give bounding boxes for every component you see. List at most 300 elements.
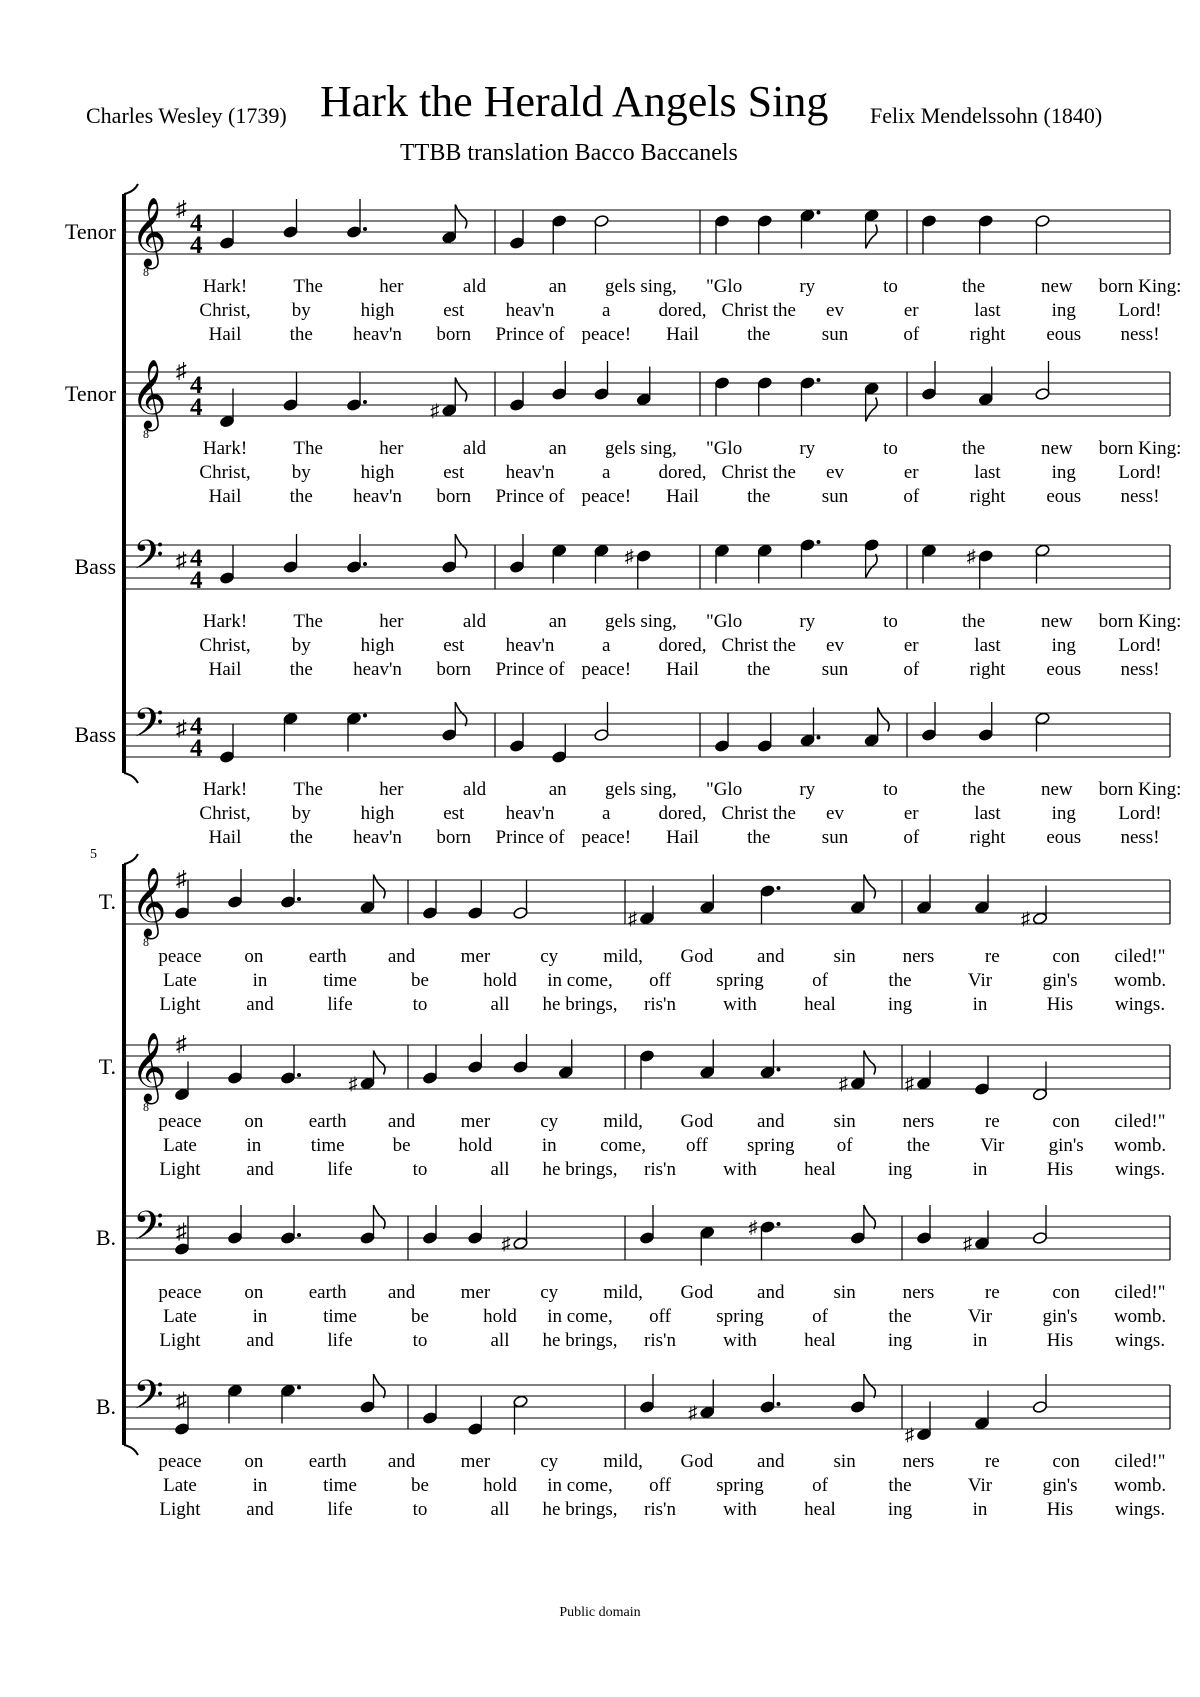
lyric-syllable: mer	[460, 1451, 491, 1472]
flag	[864, 1374, 876, 1398]
time-signature-top: 4	[190, 210, 203, 237]
staff-label: B.	[95, 1225, 116, 1250]
note	[639, 1049, 654, 1089]
lyric-syllable: an	[548, 438, 567, 459]
lyric-syllable: ald	[462, 779, 487, 800]
lyric-syllable: peace	[158, 1111, 202, 1132]
note	[757, 376, 772, 416]
lyric-syllable: ald	[462, 438, 487, 459]
lyric-syllable: high	[360, 803, 395, 824]
lyric-syllable: to	[883, 779, 898, 800]
lyric-syllable: the	[747, 324, 771, 345]
lyric-syllable: gels sing,	[605, 611, 677, 632]
note	[468, 1205, 483, 1245]
lyric-syllable: re	[984, 1451, 1000, 1472]
lyric-syllable: with	[723, 994, 757, 1015]
flag	[864, 1205, 876, 1229]
note	[905, 1402, 932, 1445]
lyric-syllable: peace	[158, 1451, 202, 1472]
lyric-syllable: Light	[159, 1330, 201, 1351]
lyric-syllable: the	[962, 438, 986, 459]
note	[227, 869, 242, 909]
lyric-syllable: he brings,	[542, 994, 618, 1015]
lyric-syllable: God	[680, 1282, 714, 1303]
lyric-syllable: dored,	[658, 462, 707, 483]
lyric-syllable: her	[379, 779, 404, 800]
lyric-syllable: eous	[1046, 659, 1082, 680]
lyric-syllable: an	[548, 276, 567, 297]
lyric-syllable: the	[289, 827, 313, 848]
sharp-icon: ♯	[176, 866, 187, 891]
lyric-syllable: Lord!	[1118, 462, 1162, 483]
lyric-syllable: all	[490, 1159, 510, 1180]
note	[349, 1051, 386, 1094]
lyric-syllable: Christ,	[199, 462, 251, 483]
lyric-syllable: born	[436, 659, 472, 680]
note	[1021, 886, 1048, 929]
sharp-icon: ♯	[966, 546, 976, 566]
lyric-syllable: of	[903, 827, 920, 848]
lyric-syllable: new	[1040, 779, 1073, 800]
note	[360, 1205, 385, 1245]
note	[509, 372, 524, 412]
lyric-syllable: ing	[887, 1159, 913, 1180]
lyric-syllable: heal	[804, 1499, 836, 1520]
lyric-syllable: con	[1052, 946, 1080, 967]
lyric-syllable: er	[903, 462, 919, 483]
time-signature-top: 4	[190, 713, 203, 740]
note	[978, 214, 993, 254]
flag	[455, 702, 467, 726]
lyric-syllable: and	[246, 1499, 274, 1520]
lyric-syllable: to	[412, 1499, 428, 1520]
sharp-icon: ♯	[1021, 908, 1030, 929]
note	[850, 1374, 875, 1414]
lyric-syllable: in come,	[547, 1306, 613, 1327]
lyric-syllable: peace!	[581, 827, 632, 848]
lyric-syllable: of	[812, 970, 828, 991]
sharp-icon: ♯	[905, 1424, 914, 1445]
lyric-syllable: in	[252, 1475, 268, 1496]
note	[714, 713, 729, 753]
lyric-syllable: earth	[308, 1451, 347, 1472]
lyric-syllable: ing	[887, 994, 913, 1015]
lyric-syllable: ciled!"	[1114, 1111, 1166, 1132]
lyric-syllable: mild,	[603, 946, 643, 967]
lyric-syllable: and	[387, 1282, 416, 1303]
lyric-syllable: ry	[799, 611, 816, 632]
lyric-syllable: sun	[821, 659, 849, 680]
lyric-syllable: time	[323, 970, 357, 991]
staff-label: B.	[95, 1394, 116, 1419]
lyric-syllable: wings.	[1114, 1499, 1166, 1520]
lyric-syllable: est	[443, 803, 465, 824]
time-signature-bottom: 4	[190, 232, 203, 259]
note	[963, 1211, 990, 1254]
lyric-syllable: the	[962, 276, 986, 297]
lyric-syllable: heav'n	[505, 635, 555, 656]
bass-clef-icon: 𝄢	[133, 534, 164, 587]
staff-label: Tenor	[65, 219, 116, 244]
lyric-syllable: wings.	[1114, 1330, 1166, 1351]
note	[594, 214, 609, 254]
lyric-syllable: earth	[308, 946, 347, 967]
lyric-syllable: the	[962, 611, 986, 632]
lyric-syllable: dored,	[658, 803, 707, 824]
bracket-top-hook	[124, 184, 138, 194]
lyric-syllable: spring	[716, 1306, 764, 1327]
dot	[363, 562, 367, 566]
lyric-syllable: life	[327, 1330, 353, 1351]
sharp-icon: ♯	[963, 1233, 972, 1254]
lyric-syllable: of	[903, 659, 920, 680]
flag	[374, 1205, 386, 1229]
lyric-syllable: gin's	[1042, 1306, 1078, 1327]
lyric-syllable: high	[360, 300, 395, 321]
lyric-syllable: last	[974, 462, 1001, 483]
flag	[864, 1051, 876, 1075]
lyric-syllable: ness!	[1120, 486, 1160, 507]
lyric-syllable: the	[289, 486, 313, 507]
staff-label: Bass	[74, 722, 116, 747]
lyric-syllable: ness!	[1120, 659, 1160, 680]
lyric-syllable: of	[836, 1135, 853, 1156]
lyric-syllable: wings.	[1114, 1159, 1166, 1180]
note	[905, 1051, 932, 1094]
lyric-syllable: with	[723, 1159, 757, 1180]
sharp-icon: ♯	[176, 547, 187, 573]
lyric-syllable: con	[1052, 1451, 1080, 1472]
lyric-syllable: life	[327, 1159, 353, 1180]
lyric-syllable: and	[757, 946, 785, 967]
lyric-syllable: heav'n	[353, 827, 402, 848]
lyric-syllable: Christ,	[199, 300, 251, 321]
dot	[297, 1233, 301, 1237]
lyric-syllable: Christ the	[721, 300, 796, 321]
lyric-syllable: sun	[821, 486, 849, 507]
lyric-syllable: ry	[799, 438, 816, 459]
lyric-syllable: heal	[804, 1330, 836, 1351]
lyric-syllable: spring	[716, 970, 764, 991]
lyric-syllable: ciled!"	[1114, 1451, 1166, 1472]
lyric-syllable: con	[1052, 1282, 1080, 1303]
lyric-syllable: a	[602, 462, 611, 483]
lyric-syllable: to	[883, 611, 898, 632]
lyric-syllable: peace	[158, 946, 202, 967]
note	[552, 724, 567, 764]
lyric-syllable: right	[969, 486, 1006, 507]
lyric-syllable: ness!	[1120, 324, 1160, 345]
lyric-syllable: right	[969, 659, 1006, 680]
lyric-syllable: hold	[483, 970, 517, 991]
lyric-syllable: born King:	[1098, 438, 1182, 459]
note	[978, 702, 993, 742]
lyric-syllable: heav'n	[505, 462, 555, 483]
measure-number: 5	[90, 847, 97, 862]
lyric-syllable: con	[1052, 1111, 1080, 1132]
lyric-syllable: womb.	[1113, 1135, 1167, 1156]
note	[757, 214, 772, 254]
lyric-syllable: by	[291, 803, 311, 824]
lyric-syllable: ris'n	[644, 994, 676, 1015]
lyric-syllable: all	[490, 994, 510, 1015]
lyric-syllable: Vir	[967, 1475, 993, 1496]
lyric-syllable: womb.	[1113, 1475, 1167, 1496]
time-signature-top: 4	[190, 372, 203, 399]
lyric-syllable: "Glo	[705, 438, 743, 459]
lyric-syllable: "Glo	[705, 779, 743, 800]
lyric-syllable: of	[903, 486, 920, 507]
page-title: Hark the Herald Angels Sing	[320, 77, 829, 126]
lyric-syllable: cy	[540, 1451, 559, 1472]
lyric-syllable: The	[293, 276, 323, 297]
note	[714, 214, 729, 254]
lyric-syllable: sin	[833, 1451, 856, 1472]
note	[442, 702, 467, 742]
lyric-syllable: the	[888, 1306, 912, 1327]
sharp-icon: ♯	[430, 400, 440, 421]
note	[280, 869, 301, 909]
lyric-syllable: re	[984, 1282, 1000, 1303]
lyric-syllable: hold	[483, 1306, 517, 1327]
note	[594, 702, 609, 742]
lyric-syllable: Hail	[208, 324, 242, 345]
note	[1032, 1205, 1047, 1245]
note	[468, 880, 483, 920]
lyric-syllable: the	[888, 1475, 912, 1496]
note	[921, 214, 936, 254]
note	[688, 1380, 715, 1423]
flag	[864, 875, 876, 899]
lyric-syllable: in	[972, 1330, 988, 1351]
lyric-syllable: to	[412, 1159, 428, 1180]
lyric-syllable: cy	[540, 1282, 559, 1303]
lyric-syllable: Hark!	[202, 779, 248, 800]
note	[509, 210, 524, 250]
flag	[455, 205, 467, 229]
lyric-syllable: the	[747, 827, 771, 848]
note	[714, 376, 729, 416]
sharp-icon: ♯	[501, 1233, 511, 1254]
flag	[455, 378, 467, 402]
lyric-syllable: of	[903, 324, 920, 345]
lyric-syllable: the	[289, 324, 313, 345]
lyric-syllable: His	[1046, 1159, 1074, 1180]
bass-clef-icon: 𝄢	[133, 1205, 164, 1258]
lyric-syllable: ald	[462, 276, 487, 297]
lyric-syllable: gin's	[1048, 1135, 1084, 1156]
note	[760, 884, 781, 924]
lyric-syllable: Hail	[666, 486, 699, 507]
lyric-syllable: be	[411, 1306, 429, 1327]
lyric-syllable: Hail	[666, 827, 699, 848]
lyric-syllable: mer	[460, 1282, 491, 1303]
lyric-syllable: est	[443, 300, 465, 321]
lyric-syllable: mer	[460, 1111, 491, 1132]
lyric-syllable: in	[252, 970, 268, 991]
lyric-syllable: Lord!	[1118, 300, 1162, 321]
lyric-syllable: The	[293, 779, 323, 800]
sharp-icon: ♯	[176, 715, 187, 741]
lyric-syllable: earth	[308, 1111, 347, 1132]
bass-clef-icon: 𝄢	[133, 1374, 164, 1427]
lyric-syllable: peace!	[581, 324, 632, 345]
lyric-syllable: and	[246, 1330, 274, 1351]
lyric-syllable: and	[757, 1282, 785, 1303]
note	[346, 199, 367, 239]
lyric-syllable: to	[412, 1330, 428, 1351]
dot	[363, 714, 367, 718]
lyric-syllable: Light	[159, 1159, 201, 1180]
lyric-syllable: Hail	[208, 827, 242, 848]
lyric-syllable: sin	[833, 1282, 856, 1303]
note	[219, 210, 234, 250]
lyric-syllable: in come,	[547, 1475, 613, 1496]
note	[594, 361, 609, 401]
lyric-syllable: on	[244, 1282, 264, 1303]
lyric-syllable: a	[602, 635, 611, 656]
lyric-syllable: the	[962, 779, 986, 800]
lyric-syllable: and	[246, 994, 274, 1015]
note	[1035, 214, 1050, 254]
note	[921, 702, 936, 742]
lyric-syllable: high	[360, 635, 395, 656]
lyric-syllable: hold	[458, 1135, 493, 1156]
lyric-syllable: Christ the	[721, 462, 796, 483]
lyric-syllable: life	[327, 994, 353, 1015]
lyric-syllable: "Glo	[705, 276, 743, 297]
lyric-syllable: sun	[821, 827, 849, 848]
lyric-syllable: mild,	[603, 1451, 643, 1472]
lyric-syllable: heal	[804, 994, 836, 1015]
lyric-syllable: spring	[747, 1135, 795, 1156]
note	[513, 1034, 528, 1074]
note	[509, 534, 524, 574]
page-subtitle: TTBB translation Bacco Baccanels	[400, 140, 738, 166]
lyric-syllable: ing	[1051, 462, 1076, 483]
note	[850, 1205, 875, 1245]
lyric-syllable: Hail	[666, 659, 699, 680]
lyric-syllable: ris'n	[644, 1159, 676, 1180]
lyric-syllable: earth	[308, 1282, 347, 1303]
lyric-syllable: gin's	[1042, 1475, 1078, 1496]
note	[839, 1051, 876, 1094]
note	[552, 361, 567, 401]
lyric-syllable: sin	[833, 946, 856, 967]
time-signature-top: 4	[190, 545, 203, 572]
flag	[374, 875, 386, 899]
lyric-syllable: Late	[163, 970, 197, 991]
lyricist-credit: Charles Wesley (1739)	[86, 103, 287, 128]
lyric-syllable: eous	[1046, 324, 1082, 345]
lyric-syllable: last	[974, 803, 1001, 824]
staff-label: Tenor	[65, 381, 116, 406]
lyric-syllable: eous	[1046, 827, 1082, 848]
lyric-syllable: Lord!	[1118, 803, 1162, 824]
lyric-syllable: eous	[1046, 486, 1082, 507]
lyric-syllable: cy	[540, 946, 559, 967]
lyric-syllable: gels sing,	[605, 779, 677, 800]
lyric-syllable: the	[747, 486, 771, 507]
lyric-syllable: Hark!	[202, 438, 248, 459]
lyric-syllable: Prince of	[495, 827, 565, 848]
lyric-syllable: The	[293, 611, 323, 632]
note	[227, 1045, 242, 1085]
lyric-syllable: to	[412, 994, 428, 1015]
sharp-icon: ♯	[176, 358, 187, 383]
lyric-syllable: ners	[902, 1451, 935, 1472]
lyric-syllable: be	[411, 970, 429, 991]
lyric-syllable: "Glo	[705, 611, 743, 632]
lyric-syllable: heal	[804, 1159, 836, 1180]
lyric-syllable: right	[969, 324, 1006, 345]
lyric-syllable: born King:	[1098, 779, 1182, 800]
lyric-syllable: and	[757, 1451, 785, 1472]
note	[283, 534, 298, 574]
lyric-syllable: new	[1040, 276, 1073, 297]
sharp-icon: ♯	[348, 1073, 358, 1094]
lyric-syllable: ness!	[1120, 827, 1160, 848]
lyric-syllable: Prince of	[495, 324, 565, 345]
note	[468, 1396, 483, 1436]
note	[513, 880, 528, 920]
lyric-syllable: sun	[821, 324, 849, 345]
flag	[374, 1374, 386, 1398]
note	[422, 880, 437, 920]
lyric-syllable: Lord!	[1118, 635, 1162, 656]
note	[628, 886, 655, 929]
lyric-syllable: womb.	[1113, 1306, 1167, 1327]
note	[916, 1205, 931, 1245]
flag	[455, 534, 467, 558]
lyric-syllable: right	[969, 827, 1006, 848]
note	[800, 538, 821, 578]
lyric-syllable: in	[246, 1135, 262, 1156]
lyric-syllable: off	[686, 1135, 708, 1156]
lyric-syllable: hold	[483, 1475, 517, 1496]
lyric-syllable: all	[490, 1330, 510, 1351]
dot	[817, 211, 821, 215]
time-signature-bottom: 4	[190, 735, 203, 762]
lyric-syllable: heav'n	[353, 324, 402, 345]
octave-8-mark: 8	[143, 935, 149, 949]
lyric-syllable: ing	[887, 1499, 913, 1520]
lyric-syllable: Hail	[208, 486, 242, 507]
note	[1035, 361, 1050, 401]
flag	[878, 708, 890, 732]
treble-clef-icon: 𝄞	[131, 361, 167, 427]
staff-label: T.	[98, 1054, 116, 1079]
note	[430, 378, 467, 421]
lyric-syllable: to	[883, 438, 898, 459]
lyric-syllable: ciled!"	[1114, 946, 1166, 967]
lyric-syllable: a	[602, 803, 611, 824]
lyric-syllable: Christ,	[199, 803, 251, 824]
lyric-syllable: with	[723, 1499, 757, 1520]
lyric-syllable: er	[903, 803, 919, 824]
lyric-syllable: Christ,	[199, 635, 251, 656]
bracket-bottom-hook	[124, 1445, 138, 1455]
lyric-syllable: His	[1046, 1499, 1074, 1520]
note	[280, 1045, 301, 1085]
lyric-syllable: her	[379, 438, 404, 459]
lyric-syllable: Prince of	[495, 486, 565, 507]
octave-8-mark: 8	[143, 265, 149, 279]
lyric-syllable: His	[1046, 994, 1074, 1015]
lyric-syllable: ners	[902, 1282, 935, 1303]
lyric-syllable: be	[411, 1475, 429, 1496]
lyric-syllable: a	[602, 300, 611, 321]
